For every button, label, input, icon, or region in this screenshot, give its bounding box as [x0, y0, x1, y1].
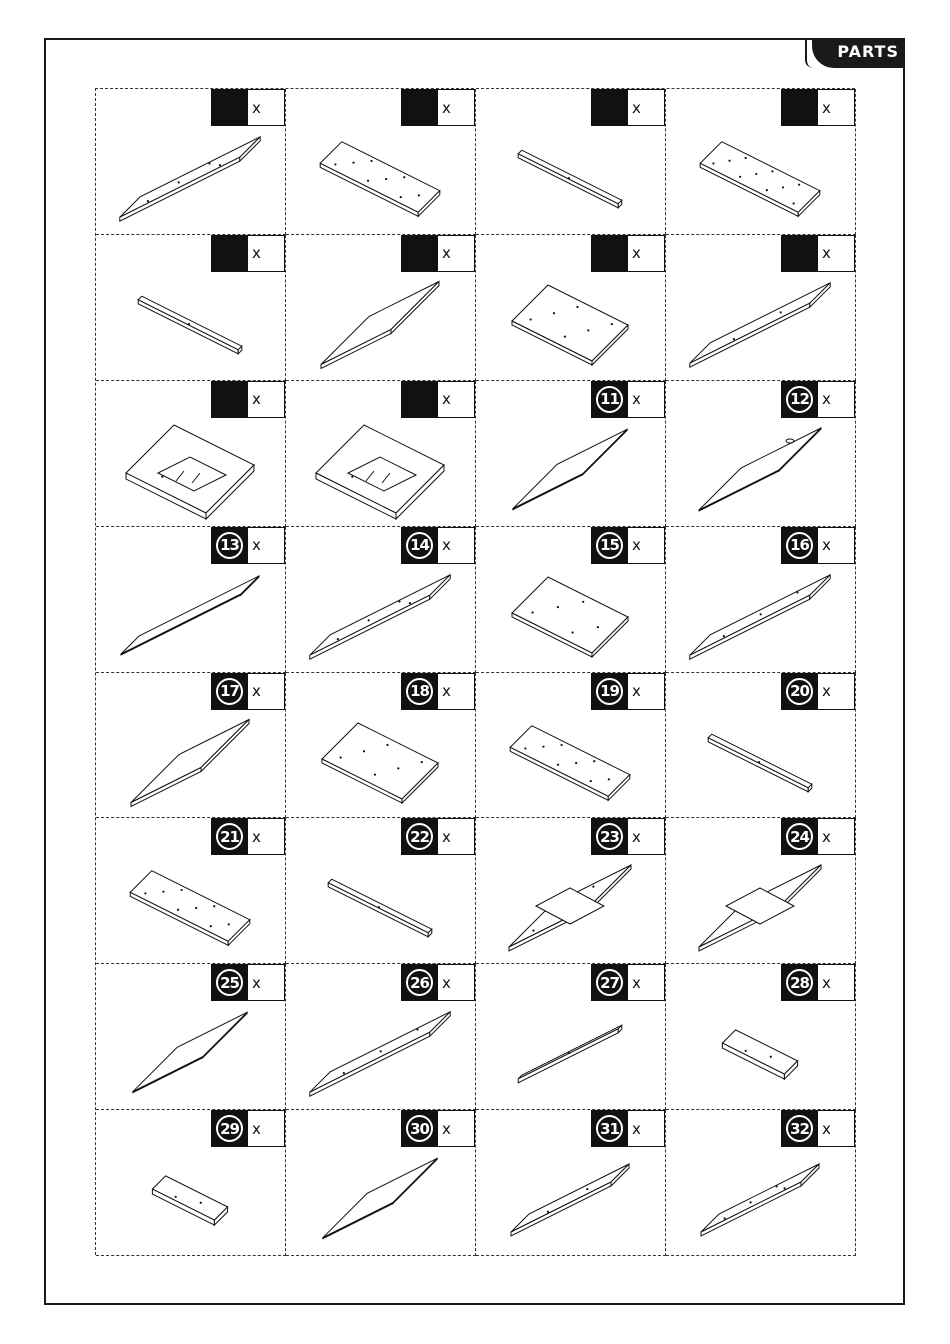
part-cell	[96, 1110, 286, 1256]
drilled-panel-icon	[666, 119, 854, 233]
part-quantity: x	[628, 673, 665, 710]
part-quantity: x	[818, 235, 855, 272]
drilled-panel-icon	[476, 557, 664, 671]
part-quantity: x	[628, 89, 665, 126]
part-quantity: x	[818, 818, 855, 855]
part-number: 15	[596, 532, 623, 559]
part-quantity: x	[438, 673, 475, 710]
part-number: 13	[216, 532, 243, 559]
part-number: 12	[786, 386, 813, 413]
part-cell	[286, 235, 476, 381]
part-quantity: x	[438, 381, 475, 418]
part-cell	[666, 818, 856, 964]
part-cell	[476, 89, 666, 235]
drilled-panel-icon	[96, 848, 284, 962]
glass-door-icon	[286, 411, 474, 525]
board-with-hole-icon	[666, 411, 854, 525]
rail-icon	[286, 848, 474, 962]
part-cell	[96, 381, 286, 527]
part-quantity: x	[248, 673, 285, 710]
part-cell	[286, 964, 476, 1110]
part-cell	[476, 673, 666, 819]
part-number: 29	[216, 1115, 243, 1142]
part-cell	[96, 818, 286, 964]
part-quantity: x	[248, 235, 285, 272]
part-cell	[666, 235, 856, 381]
part-quantity: x	[248, 527, 285, 564]
part-number: 18	[406, 678, 433, 705]
small-panel-icon	[666, 994, 854, 1108]
frame-icon	[476, 848, 664, 962]
part-cell	[476, 235, 666, 381]
part-quantity: x	[818, 89, 855, 126]
part-quantity: x	[628, 964, 665, 1001]
parts-grid	[95, 88, 855, 1255]
part-number: 23	[596, 823, 623, 850]
part-number: 16	[786, 532, 813, 559]
part-cell	[666, 964, 856, 1110]
rail-icon	[476, 119, 664, 233]
long-panel-icon	[476, 1140, 664, 1254]
part-quantity: x	[818, 964, 855, 1001]
drilled-panel-icon	[476, 265, 664, 379]
part-quantity: x	[438, 964, 475, 1001]
part-cell	[96, 527, 286, 673]
part-quantity: x	[628, 381, 665, 418]
thin-board-icon	[476, 411, 664, 525]
thin-board-icon	[96, 994, 284, 1108]
part-quantity: x	[438, 235, 475, 272]
page-title: PARTS	[837, 42, 899, 61]
thin-board-icon	[286, 1140, 474, 1254]
part-cell	[96, 89, 286, 235]
glass-door-icon	[96, 411, 284, 525]
part-number: 31	[596, 1115, 623, 1142]
part-quantity: x	[628, 235, 665, 272]
part-number: 25	[216, 969, 243, 996]
part-cell	[286, 673, 476, 819]
part-cell	[286, 818, 476, 964]
part-number: 28	[786, 969, 813, 996]
part-number: 11	[596, 386, 623, 413]
long-drilled-panel-icon	[96, 119, 284, 233]
part-cell	[476, 527, 666, 673]
part-quantity: x	[438, 527, 475, 564]
part-cell	[666, 381, 856, 527]
part-quantity: x	[628, 1110, 665, 1147]
part-number: 24	[786, 823, 813, 850]
part-quantity: x	[818, 381, 855, 418]
part-number: 14	[406, 532, 433, 559]
part-quantity: x	[438, 1110, 475, 1147]
part-quantity: x	[438, 89, 475, 126]
part-number: 26	[406, 969, 433, 996]
part-cell	[286, 381, 476, 527]
part-number: 19	[596, 678, 623, 705]
part-cell	[666, 527, 856, 673]
part-cell	[476, 381, 666, 527]
part-quantity: x	[818, 673, 855, 710]
rail-icon	[476, 994, 664, 1108]
drilled-panel-icon	[286, 119, 474, 233]
part-cell	[666, 1110, 856, 1256]
part-quantity: x	[818, 1110, 855, 1147]
rail-icon	[666, 703, 854, 817]
part-quantity: x	[628, 818, 665, 855]
part-number: 30	[406, 1115, 433, 1142]
part-cell	[96, 964, 286, 1110]
part-quantity: x	[438, 818, 475, 855]
part-quantity: x	[248, 89, 285, 126]
part-quantity: x	[818, 527, 855, 564]
part-number: 20	[786, 678, 813, 705]
long-panel-icon	[666, 265, 854, 379]
long-panel-icon	[286, 557, 474, 671]
part-quantity: x	[248, 818, 285, 855]
part-cell	[666, 673, 856, 819]
frame-icon	[666, 848, 854, 962]
small-panel-icon	[96, 1140, 284, 1254]
thin-board-icon	[96, 557, 284, 671]
plain-panel-icon	[286, 265, 474, 379]
long-panel-icon	[286, 994, 474, 1108]
part-number: 32	[786, 1115, 813, 1142]
part-quantity: x	[248, 964, 285, 1001]
drilled-panel-icon	[666, 1140, 854, 1254]
rail-icon	[96, 265, 284, 379]
part-cell	[476, 1110, 666, 1256]
drilled-panel-icon	[476, 703, 664, 817]
parts-header-tab	[812, 38, 905, 68]
part-number: 27	[596, 969, 623, 996]
part-cell	[286, 89, 476, 235]
part-cell	[666, 89, 856, 235]
plain-panel-icon	[96, 703, 284, 817]
part-cell	[286, 1110, 476, 1256]
part-quantity: x	[628, 527, 665, 564]
long-panel-icon	[666, 557, 854, 671]
part-cell	[476, 818, 666, 964]
part-number: 22	[406, 823, 433, 850]
drilled-panel-icon	[286, 703, 474, 817]
part-cell	[286, 527, 476, 673]
part-cell	[96, 673, 286, 819]
part-quantity: x	[248, 381, 285, 418]
part-number: 21	[216, 823, 243, 850]
part-cell	[96, 235, 286, 381]
part-cell	[476, 964, 666, 1110]
part-number: 17	[216, 678, 243, 705]
part-quantity: x	[248, 1110, 285, 1147]
